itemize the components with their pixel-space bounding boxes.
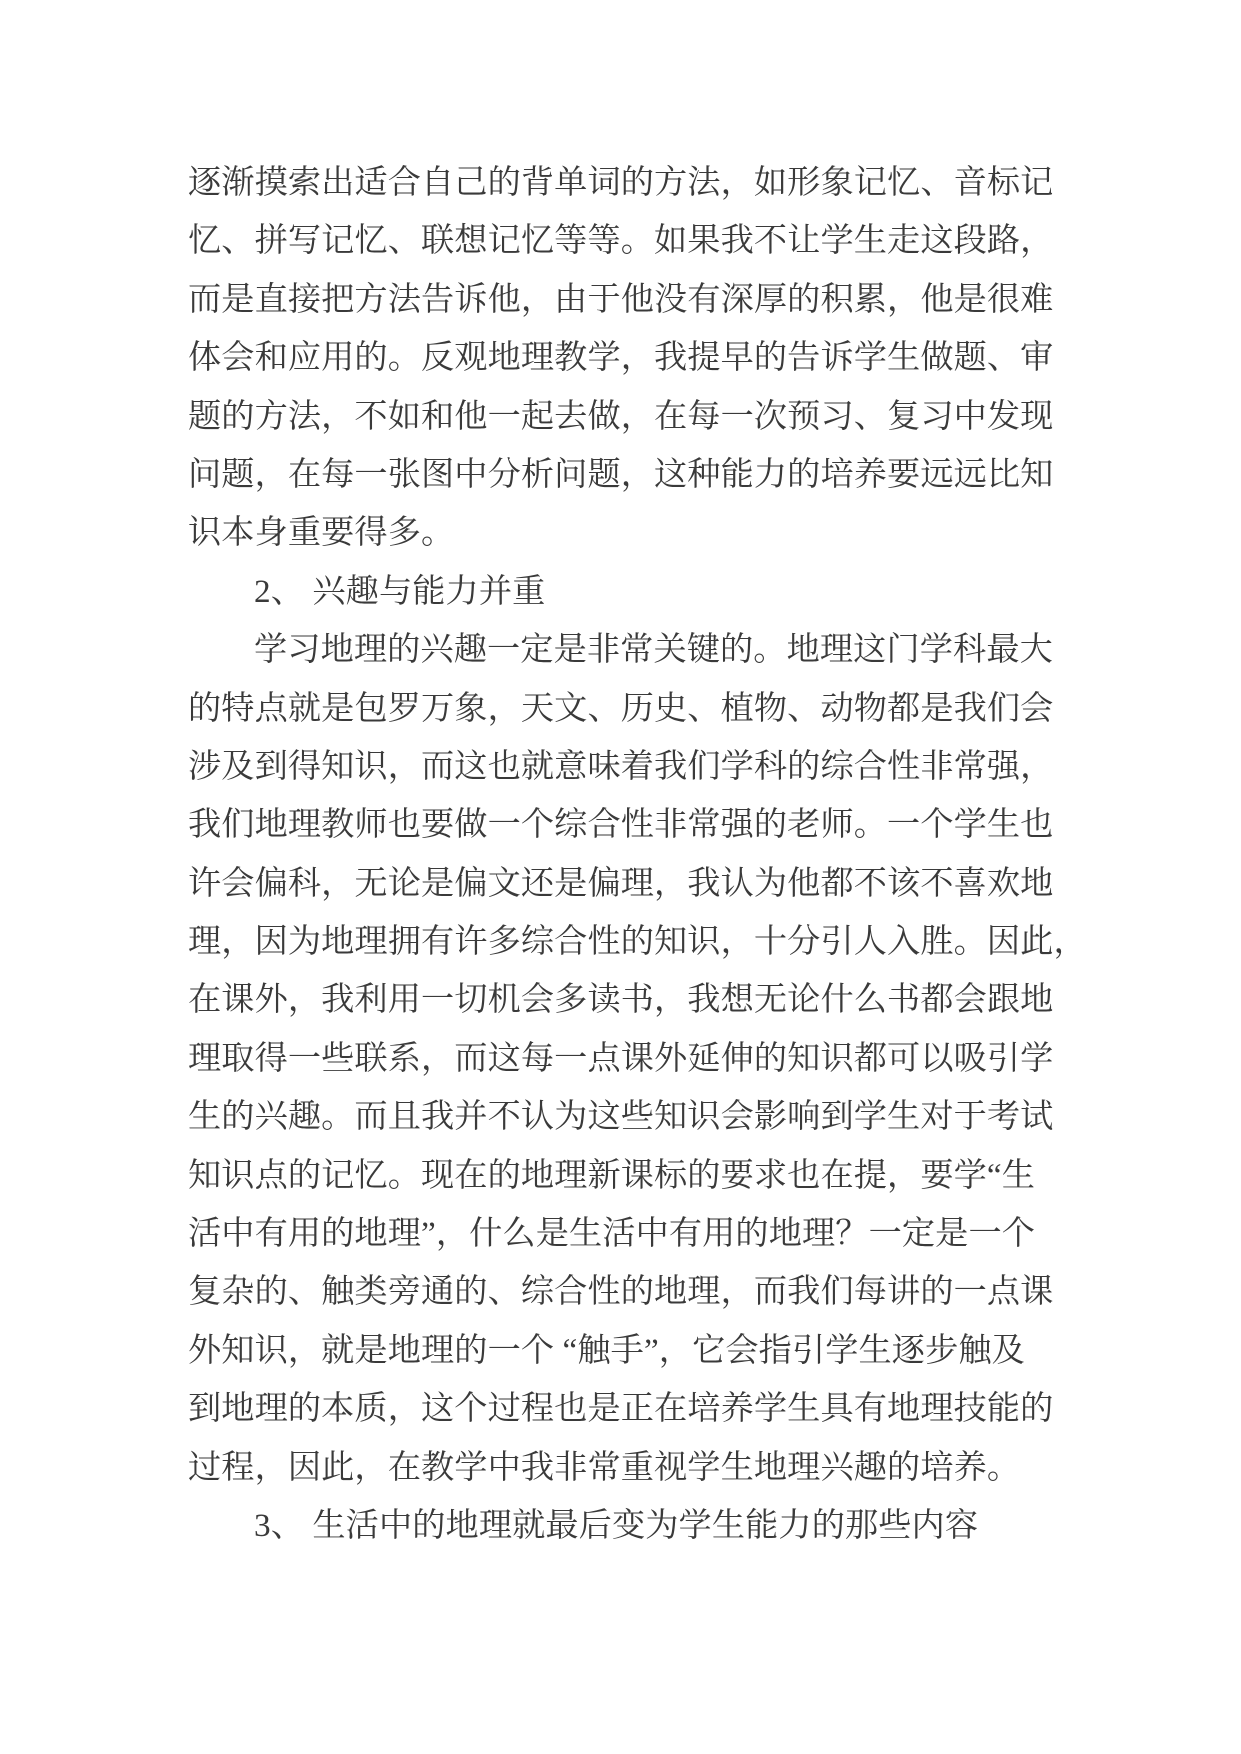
- text-line: 忆、拼写记忆、联想记忆等等。如果我不让学生走这段路，: [188, 222, 1054, 260]
- text-line: 知识点的记忆。现在的地理新课标的要求也在提，要学“生: [188, 1156, 1036, 1194]
- text-line: 涉及到得知识，而这也就意味着我们学科的综合性非常强，: [188, 747, 1054, 785]
- text-line: 过程，因此，在教学中我非常重视学生地理兴趣的培养。: [188, 1448, 1021, 1486]
- text-line: 到地理的本质，这个过程也是正在培养学生具有地理技能的: [188, 1390, 1054, 1428]
- text-line: 问题，在每一张图中分析问题，这种能力的培养要远远比知: [188, 455, 1054, 493]
- text-line: 而是直接把方法告诉他，由于他没有深厚的积累，他是很难: [188, 280, 1054, 318]
- text-line: 许会偏科，无论是偏文还是偏理，我认为他都不该不喜欢地: [188, 864, 1054, 902]
- text-line: 我们地理教师也要做一个综合性非常强的老师。一个学生也: [188, 806, 1054, 844]
- text-line: 识本身重要得多。: [188, 514, 455, 552]
- text-line: 题的方法，不如和他一起去做，在每一次预习、复习中发现: [188, 397, 1054, 435]
- text-line: 理，因为地理拥有许多综合性的知识，十分引人入胜。因此，: [188, 923, 1087, 961]
- section-heading-3: 3、 生活中的地理就最后变为学生能力的那些内容: [254, 1506, 979, 1544]
- text-line: 在课外，我利用一切机会多读书，我想无论什么书都会跟地: [188, 981, 1054, 1019]
- text-line: 生的兴趣。而且我并不认为这些知识会影响到学生对于考试: [188, 1098, 1054, 1136]
- text-line: 逐渐摸索出适合自己的背单词的方法，如形象记忆、音标记: [188, 164, 1054, 201]
- text-line: 学习地理的兴趣一定是非常关键的。地理这门学科最大: [254, 631, 1053, 669]
- text-line: 复杂的、触类旁通的、综合性的地理，而我们每讲的一点课: [188, 1273, 1054, 1311]
- text-line: 外知识，就是地理的一个 “触手”，它会指引学生逐步触及: [188, 1331, 1025, 1369]
- document-text-block: [188, 154, 1108, 1555]
- text-line: 的特点就是包罗万象，天文、历史、植物、动物都是我们会: [188, 689, 1054, 727]
- text-line: 体会和应用的。反观地理教学，我提早的告诉学生做题、审: [188, 339, 1054, 377]
- section-heading-2: 2、 兴趣与能力并重: [254, 572, 546, 610]
- text-line: 活中有用的地理”，什么是生活中有用的地理？一定是一个: [188, 1215, 1036, 1253]
- text-line: 理取得一些联系，而这每一点课外延伸的知识都可以吸引学: [188, 1039, 1054, 1077]
